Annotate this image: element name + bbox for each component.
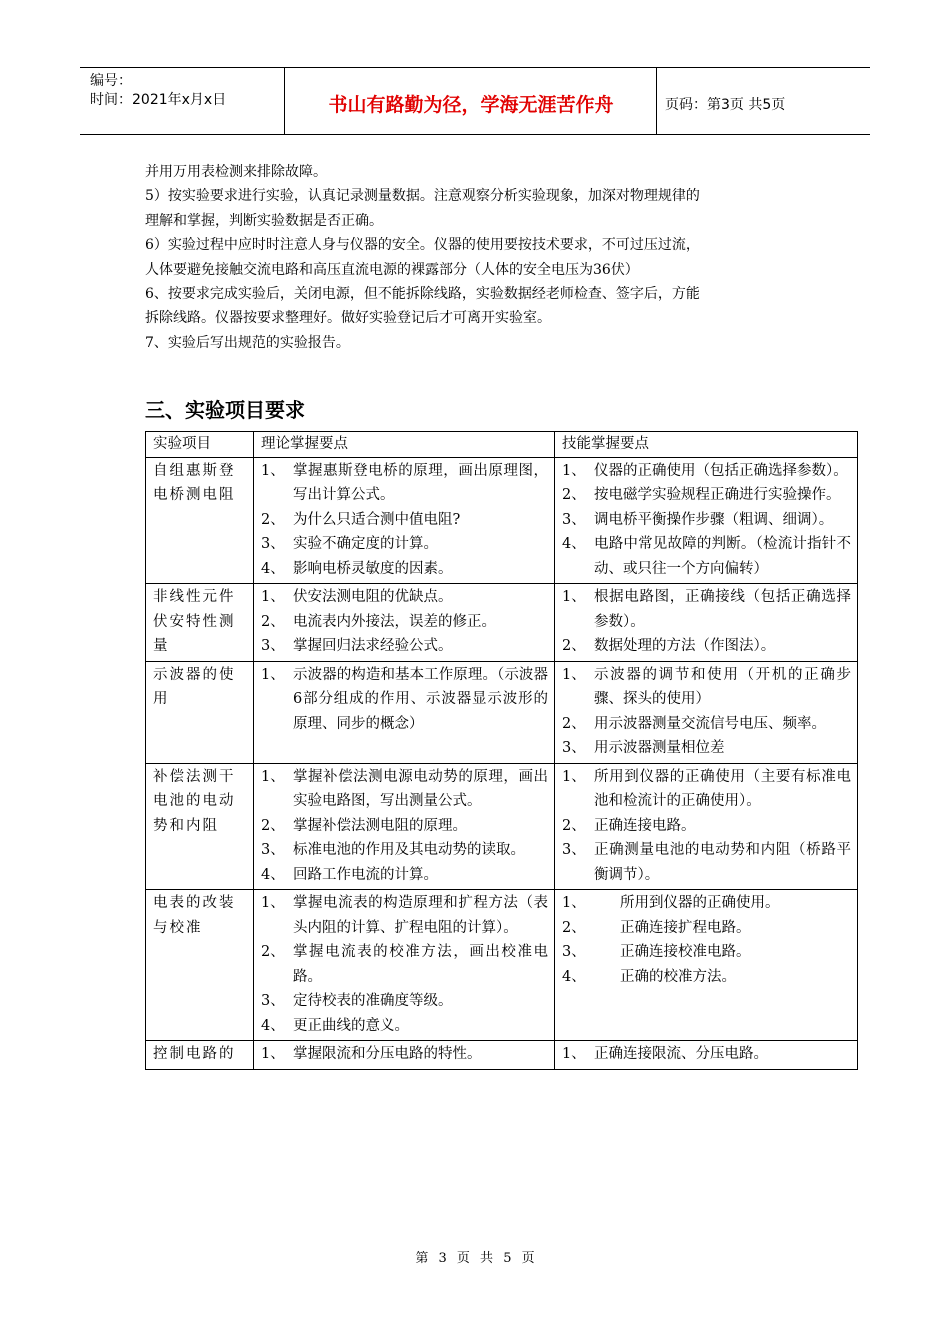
list-item [261,532,548,557]
item-text: 伏安法测电阻的优缺点。 [293,589,453,605]
item-number: 3、 [261,993,285,1009]
item-text: 掌握回归法求经验公式。 [293,638,453,654]
list-item [261,508,548,533]
header-time: 时间：2021年x月x日 [90,92,227,108]
item-text: 调电桥平衡操作步骤（粗调、细调）。 [594,511,834,528]
item-number: 3、 [261,536,285,552]
item-number: 3、 [562,740,586,756]
item-text: 所用到仪器的正确使用（主要有标准电池和检流计的正确使用）。 [594,768,851,809]
list-item [261,1042,548,1067]
item-number: 3、 [562,944,586,960]
list-item [261,863,548,888]
item-text: 定待校表的准确度等级。 [293,993,453,1009]
item-number: 2、 [261,944,285,960]
list-item [562,508,851,533]
list-item [562,663,851,712]
section-title: 三、实验项目要求 [145,398,305,422]
list-item [562,459,851,484]
list-item [261,585,548,610]
item-number: 2、 [562,638,586,654]
theory-points [254,661,555,763]
item-text: 掌握电流表的构造原理和扩程方法（表头内阻的计算、扩程电阻的计算）。 [293,895,548,936]
header-theory: 理论掌握要点 [254,432,555,458]
header-divider [656,68,657,135]
table-header-row [146,432,858,458]
item-number: 4、 [261,560,285,577]
item-number: 1、 [261,768,285,785]
item-number: 4、 [261,1017,285,1034]
item-number: 2、 [261,511,285,528]
project-name: 补偿法测干电池的电动势和内阻 [146,763,254,890]
list-item [261,459,548,508]
skill-points [555,661,858,763]
header-page-number: 页码：第3页 共5页 [665,97,786,113]
item-number: 3、 [261,638,285,654]
list-item [261,940,548,989]
list-item [562,585,851,634]
list-item [261,989,548,1014]
list-item [562,891,851,916]
table-row [146,1041,858,1070]
paragraph-line: 6）实验过程中应时时注意人身与仪器的安全。仪器的使用要按技术要求，不可过压过流， [145,237,700,254]
list-item [562,1042,851,1067]
item-text: 回路工作电流的计算。 [293,866,438,883]
list-item [261,610,548,635]
skill-points [555,1041,858,1070]
item-number: 1、 [562,895,586,911]
item-number: 1、 [562,768,586,785]
item-number: 2、 [261,613,285,630]
item-number: 1、 [562,666,586,683]
paragraph-line: 并用万用表检测来排除故障。 [145,164,327,180]
requirements-table [145,431,858,1070]
theory-points [254,457,555,584]
paragraph-line: 7、实验后写出规范的实验报告。 [145,334,350,351]
paragraph-line: 人体要避免接触交流电路和高压直流电源的裸露部分（人体的安全电压为36伏） [145,261,639,278]
item-number: 3、 [562,511,586,528]
header-project: 实验项目 [146,432,254,458]
item-text: 按电磁学实验规程正确进行实验操作。 [594,487,841,503]
item-number: 4、 [562,968,586,985]
item-number: 1、 [562,462,586,479]
list-item [261,891,548,940]
list-item [261,838,548,863]
body-text [145,160,825,355]
project-name: 控制电路的 [146,1041,254,1070]
list-item [261,557,548,582]
item-text: 掌握补偿法测电阻的原理。 [293,817,467,834]
paragraph-line: 拆除线路。仪器按要求整理好。做好实验登记后才可离开实验室。 [145,310,551,327]
item-text: 掌握惠斯登电桥的原理，画出原理图，写出计算公式。 [293,462,548,503]
item-number: 2、 [261,817,285,834]
item-number: 1、 [562,1046,586,1062]
item-text: 标准电池的作用及其电动势的读取。 [293,842,525,858]
skill-points [555,890,858,1041]
project-name: 示波器的使用 [146,661,254,763]
item-text: 正确连接扩程电路。 [620,919,751,936]
project-name: 非线性元件伏安特性测量 [146,584,254,662]
skill-points [555,584,858,662]
header-number: 编号： [90,73,132,89]
item-text: 示波器的构造和基本工作原理。（示波器6部分组成的作用、示波器显示波形的原理、同步的概念） [293,666,548,732]
list-item [562,814,851,839]
item-number: 1、 [562,589,586,605]
item-number: 1、 [261,1046,285,1062]
item-text: 示波器的调节和使用（开机的正确步骤、探头的使用） [594,666,851,707]
item-text: 实验不确定度的计算。 [293,536,438,552]
table-row [146,890,858,1041]
list-item [261,814,548,839]
theory-points [254,584,555,662]
item-text: 数据处理的方法（作图法）。 [594,638,776,654]
item-text: 更正曲线的意义。 [293,1017,409,1034]
item-text: 正确的校准方法。 [620,968,736,985]
theory-points [254,1041,555,1070]
item-number: 2、 [562,715,586,732]
list-item [562,634,851,659]
item-number: 2、 [562,817,586,834]
item-text: 电路中常见故障的判断。（检流计指针不动、或只往一个方向偏转） [594,536,851,577]
item-number: 1、 [261,666,285,683]
list-item [261,1014,548,1039]
paragraph-line: 理解和掌握，判断实验数据是否正确。 [145,212,383,229]
item-text: 用示波器测量相位差 [594,740,725,756]
page-header [80,67,870,135]
paragraph-line: 5）按实验要求进行实验，认真记录测量数据。注意观察分析实验现象，加深对物理规律的 [145,188,700,205]
item-text: 正确连接电路。 [594,817,696,834]
header-meta [90,72,286,110]
item-text: 仪器的正确使用（包括正确选择参数）。 [594,462,848,479]
theory-points [254,763,555,890]
item-text: 电流表内外接法，误差的修正。 [293,613,496,630]
item-text: 为什么只适合测中值电阻? [293,511,461,528]
list-item [261,765,548,814]
skill-points [555,763,858,890]
item-text: 所用到仪器的正确使用。 [620,895,780,911]
table-row [146,457,858,584]
header-skill: 技能掌握要点 [555,432,858,458]
item-number: 3、 [562,842,586,858]
item-text: 影响电桥灵敏度的因素。 [293,560,453,577]
item-text: 正确连接限流、分压电路。 [594,1046,768,1062]
item-text: 正确连接校准电路。 [620,944,751,960]
list-item [562,965,851,990]
list-item [562,838,851,887]
item-number: 1、 [261,589,285,605]
header-motto: 书山有路勤为径，学海无涯苦作舟 [328,94,614,116]
item-text: 用示波器测量交流信号电压、频率。 [594,715,826,732]
list-item [261,663,548,737]
item-number: 2、 [562,919,586,936]
list-item [261,634,548,659]
list-item [562,916,851,941]
item-number: 3、 [261,842,285,858]
project-name: 电表的改装与校准 [146,890,254,1041]
item-text: 掌握电流表的校准方法，画出校准电路。 [293,944,548,985]
item-number: 4、 [261,866,285,883]
item-text: 掌握补偿法测电源电动势的原理，画出实验电路图，写出测量公式。 [293,768,548,809]
page-footer: 第 3 页 共 5 页 [415,1251,535,1266]
item-number: 1、 [261,895,285,911]
item-number: 1、 [261,462,285,479]
theory-points [254,890,555,1041]
item-text: 掌握限流和分压电路的特性。 [293,1046,482,1062]
list-item [562,712,851,737]
list-item [562,483,851,508]
list-item [562,940,851,965]
table-row [146,584,858,662]
item-number: 2、 [562,487,586,503]
item-text: 根据电路图，正确接线（包括正确选择参数）。 [594,589,851,630]
skill-points [555,457,858,584]
item-text: 正确测量电池的电动势和内阻（桥路平衡调节）。 [594,842,851,883]
list-item [562,765,851,814]
table-row [146,661,858,763]
table-row [146,763,858,890]
paragraph-line: 6、按要求完成实验后，关闭电源，但不能拆除线路，实验数据经老师检查、签字后，方能 [145,286,700,303]
list-item [562,532,851,581]
item-number: 4、 [562,536,586,552]
project-name: 自组惠斯登电桥测电阻 [146,457,254,584]
list-item [562,736,851,761]
